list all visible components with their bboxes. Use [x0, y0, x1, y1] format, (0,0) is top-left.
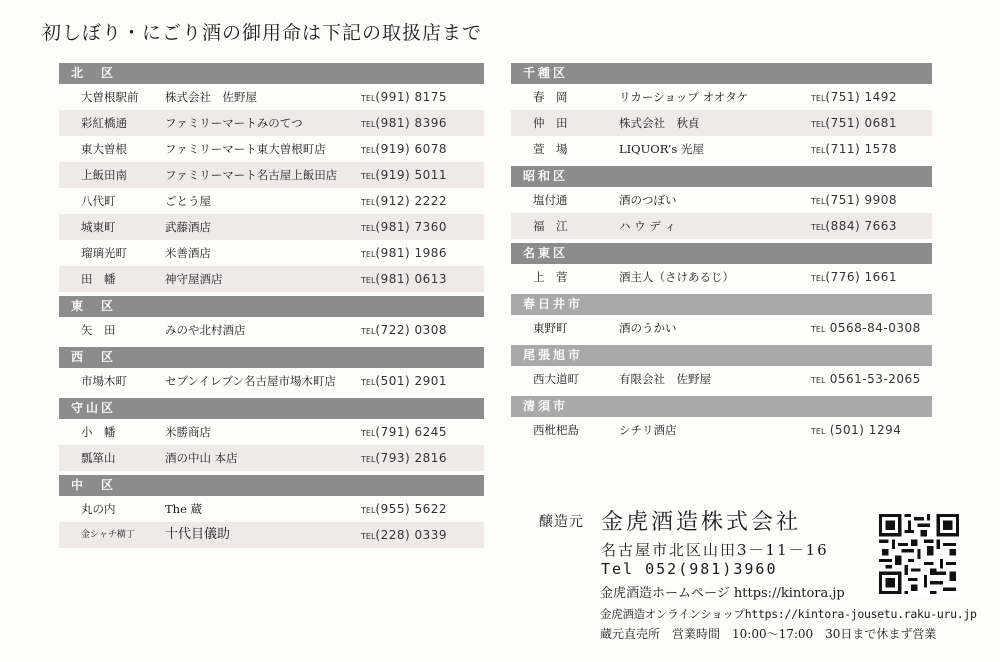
- district-section: [511, 63, 932, 162]
- phone-number: (884) 7663: [825, 219, 898, 233]
- district-header: 清須市: [511, 396, 932, 417]
- phone-number: (751) 1492: [825, 90, 898, 104]
- store-phone: [361, 266, 447, 294]
- tel-prefix: TEL: [361, 224, 376, 233]
- phone-number: (711) 1578: [825, 142, 898, 156]
- store-phone: [361, 240, 447, 268]
- phone-number: (912) 2222: [375, 194, 448, 208]
- district-section: [511, 243, 932, 290]
- store-name: 株式会社 秋貞: [619, 116, 700, 130]
- store-phone: [361, 136, 447, 164]
- store-phone: [361, 214, 447, 242]
- store-name: 神守屋酒店: [165, 272, 223, 286]
- store-name: 十代目儀助: [165, 527, 231, 542]
- tel-prefix: TEL: [811, 427, 826, 436]
- store-phone: [361, 162, 447, 190]
- store-area: 東野町: [533, 321, 568, 335]
- tel-prefix: TEL: [361, 327, 376, 336]
- phone-number: (981) 7360: [375, 220, 448, 234]
- tel-prefix: TEL: [811, 274, 826, 283]
- district-header: 春日井市: [511, 294, 932, 315]
- store-row: [59, 445, 484, 471]
- phone-number: (919) 6078: [375, 142, 448, 156]
- phone-number: (791) 6245: [375, 425, 448, 439]
- store-area: 西枇杷島: [533, 423, 579, 437]
- online-shop-label: 金虎酒造オンラインショップ: [600, 607, 745, 621]
- tel-prefix: TEL: [811, 94, 826, 103]
- phone-number: (981) 0613: [375, 272, 448, 286]
- tel-prefix: TEL: [361, 172, 376, 181]
- store-phone: [811, 264, 897, 292]
- district-section: [511, 345, 932, 392]
- store-area: 瓢箪山: [81, 451, 116, 465]
- store-name: 酒主人（さけあるじ）: [619, 270, 734, 284]
- phone-number: (981) 1986: [375, 246, 448, 260]
- tel-prefix: TEL: [361, 532, 376, 541]
- phone-number: (722) 0308: [375, 323, 448, 337]
- store-row: [59, 266, 484, 292]
- tel-prefix: TEL: [811, 223, 826, 232]
- store-phone: [811, 213, 897, 241]
- district-header: 名東区: [511, 243, 932, 264]
- district-section: [59, 398, 484, 471]
- store-name: 株式会社 佐野屋: [165, 90, 257, 104]
- store-name: ハ ウ デ ィ: [619, 219, 676, 233]
- brewer-address: 名古屋市北区山田3－11－16: [601, 541, 829, 559]
- store-row: [511, 136, 932, 162]
- phone-number: 0568-84-0308: [825, 321, 921, 335]
- qr-code-icon[interactable]: [879, 514, 959, 594]
- store-name: 酒のうかい: [619, 321, 677, 335]
- store-name: The 蔵: [165, 502, 203, 516]
- store-area: 瑠璃光町: [81, 246, 127, 260]
- brewer-label: 醸造元: [539, 514, 584, 530]
- homepage-link[interactable]: 金虎酒造ホームページ https://kintora.jp: [600, 586, 845, 601]
- store-area: 塩付通: [533, 193, 568, 207]
- store-area: 田 幡: [81, 272, 116, 286]
- store-phone: [361, 522, 447, 550]
- store-row: [59, 240, 484, 266]
- phone-number: (751) 9908: [825, 193, 898, 207]
- store-area: 西大道町: [533, 372, 579, 386]
- tel-prefix: TEL: [811, 376, 826, 385]
- page-title: 初しぼり・にごり酒の御用命は下記の取扱店まで: [42, 22, 483, 44]
- store-phone: [811, 187, 897, 215]
- phone-number: 0561-53-2065: [825, 372, 921, 386]
- phone-number: (776) 1661: [825, 270, 898, 284]
- store-phone: [811, 110, 897, 138]
- store-area: 八代町: [81, 194, 116, 208]
- store-row: [59, 110, 484, 136]
- store-row: [59, 84, 484, 110]
- store-row: [59, 317, 484, 343]
- store-area: 丸の内: [81, 502, 116, 516]
- store-row: [511, 315, 932, 341]
- district-section: [511, 166, 932, 239]
- store-area: 福 江: [533, 219, 568, 233]
- store-name: ごとう屋: [165, 194, 211, 208]
- tel-prefix: TEL: [811, 120, 826, 129]
- store-area: 東大曽根: [81, 142, 127, 156]
- store-row: [59, 496, 484, 522]
- district-section: [59, 296, 484, 343]
- store-name: 武藤酒店: [165, 220, 211, 234]
- phone-number: (501) 1294: [825, 423, 902, 437]
- district-section: [59, 475, 484, 548]
- district-header: 中 区: [59, 475, 484, 496]
- tel-prefix: TEL: [361, 250, 376, 259]
- store-name: ファミリーマート名古屋上飯田店: [165, 168, 338, 182]
- tel-prefix: TEL: [361, 198, 376, 207]
- phone-number: (501) 2901: [375, 374, 448, 388]
- tel-prefix: TEL: [361, 146, 376, 155]
- brewer-name: 金虎酒造株式会社: [601, 510, 802, 535]
- store-phone: [811, 315, 921, 343]
- store-row: [59, 522, 484, 548]
- online-shop-link[interactable]: [600, 604, 977, 624]
- store-name: シチリ酒店: [619, 423, 677, 437]
- store-area: 城東町: [81, 220, 116, 234]
- store-name: 酒の中山 本店: [165, 451, 238, 465]
- store-phone: [361, 110, 447, 138]
- brewer-phone: Tel 052(981)3960: [601, 560, 778, 578]
- phone-number: (981) 8396: [375, 116, 448, 130]
- store-phone: [361, 445, 447, 473]
- store-row: [59, 368, 484, 394]
- store-name: みのや北村酒店: [165, 323, 246, 337]
- store-area: 春 岡: [533, 90, 568, 104]
- phone-number: (919) 5011: [375, 168, 448, 182]
- tel-prefix: TEL: [361, 506, 376, 515]
- district-section: [511, 294, 932, 341]
- store-row: [59, 162, 484, 188]
- store-phone: [361, 188, 447, 216]
- store-name: LIQUOR’s 光屋: [619, 142, 704, 156]
- left-store-column: [59, 63, 484, 552]
- store-area: 彩紅橋通: [81, 116, 127, 130]
- district-section: [511, 396, 932, 443]
- store-area: 萱 場: [533, 142, 568, 156]
- store-phone: [811, 417, 901, 445]
- store-row: [511, 187, 932, 213]
- shop-hours: 蔵元直売所 営業時間 10:00〜17:00 30日まで休まず営業: [600, 627, 937, 641]
- phone-number: (991) 8175: [375, 90, 448, 104]
- phone-number: (793) 2816: [375, 451, 448, 465]
- store-area: 仲 田: [533, 116, 568, 130]
- store-phone: [811, 366, 921, 394]
- store-row: [59, 136, 484, 162]
- store-name: 米勝商店: [165, 425, 211, 439]
- phone-number: (751) 0681: [825, 116, 898, 130]
- store-row: [511, 264, 932, 290]
- store-area: 小 幡: [81, 425, 116, 439]
- store-row: [59, 214, 484, 240]
- store-phone: [361, 84, 447, 112]
- store-phone: [361, 496, 447, 524]
- store-row: [59, 419, 484, 445]
- right-store-column: [511, 63, 932, 447]
- store-row: [59, 188, 484, 214]
- store-area: 大曽根駅前: [81, 90, 139, 104]
- store-area: 上飯田南: [81, 168, 127, 182]
- tel-prefix: TEL: [361, 276, 376, 285]
- store-phone: [361, 317, 447, 345]
- phone-number: (955) 5622: [375, 502, 448, 516]
- tel-prefix: TEL: [811, 197, 826, 206]
- store-name: 酒のつぼい: [619, 193, 677, 207]
- online-shop-url[interactable]: https://kintora-jousetu.raku-uru.jp: [744, 607, 977, 621]
- store-phone: [361, 368, 447, 396]
- tel-prefix: TEL: [361, 378, 376, 387]
- store-name: リカーショップ オオタケ: [619, 90, 749, 104]
- district-header: 北 区: [59, 63, 484, 84]
- tel-prefix: TEL: [361, 429, 376, 438]
- store-row: [511, 366, 932, 392]
- store-row: [511, 417, 932, 443]
- store-area: 市場木町: [81, 374, 127, 388]
- tel-prefix: TEL: [361, 94, 376, 103]
- district-header: 昭和区: [511, 166, 932, 187]
- tel-prefix: TEL: [361, 455, 376, 464]
- store-area: 上 菅: [533, 270, 568, 284]
- store-area: 矢 田: [81, 323, 116, 337]
- store-name: 米善酒店: [165, 246, 211, 260]
- store-phone: [811, 136, 897, 164]
- district-header: 尾張旭市: [511, 345, 932, 366]
- district-section: [59, 347, 484, 394]
- store-row: [511, 84, 932, 110]
- tel-prefix: TEL: [811, 146, 826, 155]
- tel-prefix: TEL: [811, 325, 826, 334]
- store-phone: [361, 419, 447, 447]
- store-area: 金シャチ横丁: [81, 530, 135, 540]
- store-name: 有限会社 佐野屋: [619, 372, 711, 386]
- district-header: 東 区: [59, 296, 484, 317]
- store-name: ファミリーマート東大曽根町店: [165, 142, 326, 156]
- store-row: [511, 110, 932, 136]
- phone-number: (228) 0339: [375, 528, 448, 542]
- district-section: [59, 63, 484, 292]
- district-header: 守山区: [59, 398, 484, 419]
- district-header: 西 区: [59, 347, 484, 368]
- tel-prefix: TEL: [361, 120, 376, 129]
- store-phone: [811, 84, 897, 112]
- district-header: 千種区: [511, 63, 932, 84]
- store-name: ファミリーマートみのてつ: [165, 116, 303, 130]
- store-row: [511, 213, 932, 239]
- store-name: セブンイレブン名古屋市場木町店: [165, 374, 337, 388]
